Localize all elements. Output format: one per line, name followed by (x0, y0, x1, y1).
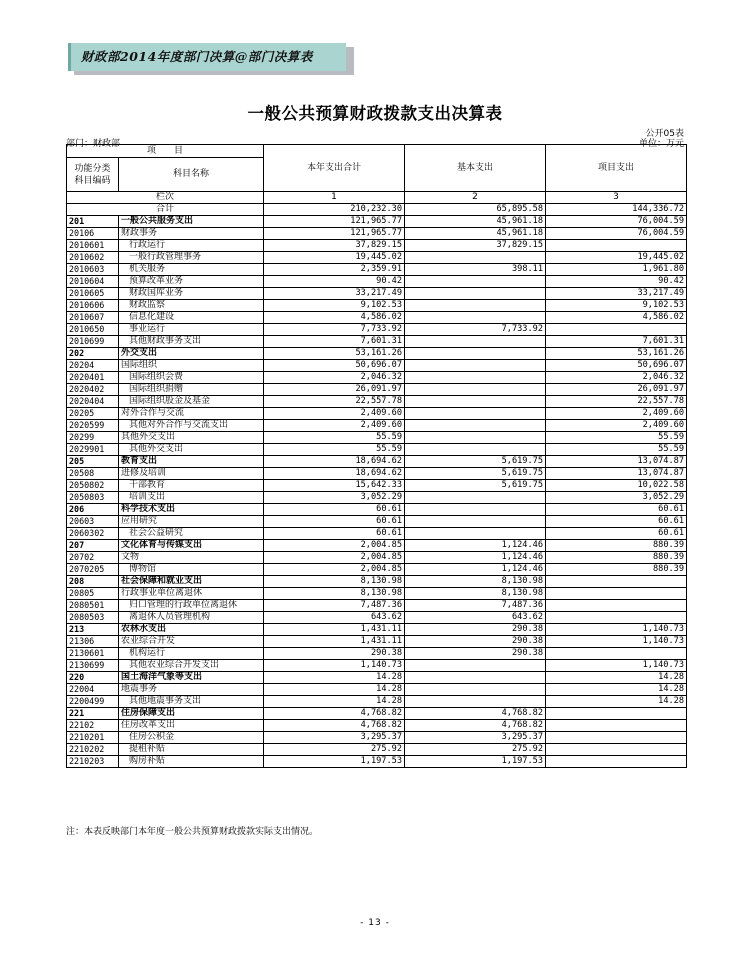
row-basic-expenditure: 1,124.46 (405, 540, 546, 552)
row-subject-name: 外交支出 (119, 348, 264, 360)
row-code: 2050802 (67, 480, 119, 492)
row-subject-name: 国际组织会费 (119, 372, 264, 384)
row-total-expenditure: 9,102.53 (264, 300, 405, 312)
row-project-expenditure: 33,217.49 (546, 288, 687, 300)
row-subject-name: 其他外交支出 (119, 432, 264, 444)
table-row (67, 360, 687, 372)
row-project-expenditure: 50,696.07 (546, 360, 687, 372)
row-subject-name: 教育支出 (119, 456, 264, 468)
row-code: 2210201 (67, 732, 119, 744)
row-code: 221 (67, 708, 119, 720)
header-project: 项 目 (67, 145, 264, 158)
row-basic-expenditure (405, 660, 546, 672)
row-code: 2029901 (67, 444, 119, 456)
row-basic-expenditure: 5,619.75 (405, 456, 546, 468)
row-subject-name: 科学技术支出 (119, 504, 264, 516)
row-total-expenditure: 8,130.98 (264, 576, 405, 588)
page-number: - 13 - (360, 918, 390, 928)
row-basic-expenditure (405, 672, 546, 684)
row-code: 2070205 (67, 564, 119, 576)
row-total-expenditure: 55.59 (264, 444, 405, 456)
row-total-expenditure: 2,409.60 (264, 408, 405, 420)
row-subject-name: 进修及培训 (119, 468, 264, 480)
row-basic-expenditure (405, 492, 546, 504)
row-basic-expenditure (405, 348, 546, 360)
row-project-expenditure: 10,022.58 (546, 480, 687, 492)
row-project-expenditure: 14.28 (546, 696, 687, 708)
row-code: 2130601 (67, 648, 119, 660)
row-basic-expenditure (405, 312, 546, 324)
table-row (67, 744, 687, 756)
row-code: 2130699 (67, 660, 119, 672)
table-row (67, 564, 687, 576)
row-total-expenditure: 14.28 (264, 696, 405, 708)
row-subject-name: 住房保障支出 (119, 708, 264, 720)
row-basic-expenditure: 7,487.36 (405, 600, 546, 612)
row-subject-name: 博物馆 (119, 564, 264, 576)
row-subject-name: 财政国库业务 (119, 288, 264, 300)
row-subject-name: 一般行政管理事务 (119, 252, 264, 264)
row-code: 2080501 (67, 600, 119, 612)
row-subject-name: 社会公益研究 (119, 528, 264, 540)
table-row (67, 264, 687, 276)
row-subject-name: 归口管理的行政单位离退休 (119, 600, 264, 612)
table-row (67, 648, 687, 660)
row-basic-expenditure (405, 252, 546, 264)
table-row (67, 288, 687, 300)
row-basic-expenditure: 643.62 (405, 612, 546, 624)
row-basic-expenditure (405, 432, 546, 444)
row-subject-name: 地震事务 (119, 684, 264, 696)
row-project-expenditure: 60.61 (546, 504, 687, 516)
row-code: 20805 (67, 588, 119, 600)
row-total-expenditure: 275.92 (264, 744, 405, 756)
row-subject-name: 对外合作与交流 (119, 408, 264, 420)
row-code: 2010650 (67, 324, 119, 336)
unit-label: 单位：万元 (638, 139, 684, 149)
row-project-expenditure: 60.61 (546, 516, 687, 528)
row-basic-expenditure: 290.38 (405, 636, 546, 648)
row-total-expenditure: 2,046.32 (264, 372, 405, 384)
row-total-expenditure: 1,140.73 (264, 660, 405, 672)
table-row (67, 372, 687, 384)
row-project-expenditure (546, 240, 687, 252)
row-basic-expenditure: 8,130.98 (405, 576, 546, 588)
row-code: 2080503 (67, 612, 119, 624)
row-code: 2010607 (67, 312, 119, 324)
row-total-expenditure: 2,004.85 (264, 540, 405, 552)
table-row (67, 660, 687, 672)
row-code: 208 (67, 576, 119, 588)
table-row (67, 468, 687, 480)
row-basic-expenditure: 4,768.82 (405, 720, 546, 732)
row-subject-name: 机构运行 (119, 648, 264, 660)
table-row (67, 756, 687, 768)
table-row (67, 636, 687, 648)
table-row (67, 324, 687, 336)
row-subject-name: 培训支出 (119, 492, 264, 504)
table-row (67, 420, 687, 432)
row-total-expenditure: 60.61 (264, 516, 405, 528)
row-basic-expenditure (405, 372, 546, 384)
row-total-expenditure: 37,829.15 (264, 240, 405, 252)
row-code: 2060302 (67, 528, 119, 540)
row-project-expenditure: 53,161.26 (546, 348, 687, 360)
row-project-expenditure: 26,091.97 (546, 384, 687, 396)
row-total-expenditure: 8,130.98 (264, 588, 405, 600)
row-subject-name: 国土海洋气象等支出 (119, 672, 264, 684)
row-total-expenditure: 4,586.02 (264, 312, 405, 324)
row-subject-name: 其他地震事务支出 (119, 696, 264, 708)
row-code: 2010603 (67, 264, 119, 276)
row-project-expenditure (546, 756, 687, 768)
row-basic-expenditure: 275.92 (405, 744, 546, 756)
row-total-expenditure: 2,359.91 (264, 264, 405, 276)
row-project-expenditure (546, 744, 687, 756)
table-row (67, 624, 687, 636)
row-basic-expenditure (405, 288, 546, 300)
table-row (67, 552, 687, 564)
table-row (67, 252, 687, 264)
row-code: 20106 (67, 228, 119, 240)
row-basic-expenditure (405, 516, 546, 528)
total-value-3: 144,336.72 (546, 204, 687, 216)
row-basic-expenditure (405, 408, 546, 420)
row-total-expenditure: 3,295.37 (264, 732, 405, 744)
row-code: 20205 (67, 408, 119, 420)
row-total-expenditure: 643.62 (264, 612, 405, 624)
row-project-expenditure: 9,102.53 (546, 300, 687, 312)
table-row (67, 732, 687, 744)
row-basic-expenditure (405, 684, 546, 696)
row-basic-expenditure (405, 528, 546, 540)
row-total-expenditure: 121,965.77 (264, 228, 405, 240)
row-total-expenditure: 15,642.33 (264, 480, 405, 492)
row-basic-expenditure: 1,124.46 (405, 552, 546, 564)
row-code: 2020599 (67, 420, 119, 432)
row-project-expenditure: 880.39 (546, 552, 687, 564)
row-subject-name: 离退休人员管理机构 (119, 612, 264, 624)
row-subject-name: 其他外交支出 (119, 444, 264, 456)
row-subject-name: 国际组织 (119, 360, 264, 372)
row-code: 20204 (67, 360, 119, 372)
row-basic-expenditure: 7,733.92 (405, 324, 546, 336)
row-subject-name: 提租补贴 (119, 744, 264, 756)
row-project-expenditure: 2,409.60 (546, 420, 687, 432)
row-basic-expenditure: 290.38 (405, 648, 546, 660)
row-project-expenditure: 2,409.60 (546, 408, 687, 420)
table-row (67, 588, 687, 600)
row-basic-expenditure (405, 444, 546, 456)
row-total-expenditure: 1,431.11 (264, 624, 405, 636)
expenditure-table (66, 144, 687, 768)
document-banner: 财政部2014年度部门决算@部门决算表 (68, 43, 346, 71)
row-project-expenditure: 14.28 (546, 684, 687, 696)
form-number: 公开05表 (645, 129, 684, 139)
row-subject-name: 财政事务 (119, 228, 264, 240)
header-project-expenditure: 项目支出 (546, 145, 687, 192)
row-project-expenditure (546, 720, 687, 732)
row-subject-name: 文化体育与传媒支出 (119, 540, 264, 552)
row-subject-name: 住房改革支出 (119, 720, 264, 732)
row-code: 205 (67, 456, 119, 468)
row-basic-expenditure: 290.38 (405, 624, 546, 636)
row-total-expenditure: 33,217.49 (264, 288, 405, 300)
row-subject-name: 一般公共服务支出 (119, 216, 264, 228)
row-code: 202 (67, 348, 119, 360)
row-project-expenditure: 60.61 (546, 528, 687, 540)
table-row (67, 336, 687, 348)
row-code: 2020401 (67, 372, 119, 384)
row-total-expenditure: 55.59 (264, 432, 405, 444)
row-total-expenditure: 18,694.62 (264, 468, 405, 480)
row-project-expenditure: 1,140.73 (546, 624, 687, 636)
row-code: 20702 (67, 552, 119, 564)
row-basic-expenditure (405, 504, 546, 516)
row-project-expenditure: 55.59 (546, 444, 687, 456)
row-basic-expenditure (405, 336, 546, 348)
row-subject-name: 国际组织股金及基金 (119, 396, 264, 408)
row-code: 20508 (67, 468, 119, 480)
row-code: 22004 (67, 684, 119, 696)
table-row (67, 600, 687, 612)
row-code: 21306 (67, 636, 119, 648)
row-project-expenditure: 13,074.87 (546, 456, 687, 468)
table-row (67, 576, 687, 588)
row-total-expenditure: 60.61 (264, 528, 405, 540)
row-project-expenditure: 1,961.80 (546, 264, 687, 276)
row-code: 2010606 (67, 300, 119, 312)
row-project-expenditure: 2,046.32 (546, 372, 687, 384)
row-subject-name: 事业运行 (119, 324, 264, 336)
row-total-expenditure: 2,409.60 (264, 420, 405, 432)
row-code: 213 (67, 624, 119, 636)
row-project-expenditure (546, 324, 687, 336)
row-subject-name: 信息化建设 (119, 312, 264, 324)
row-project-expenditure: 3,052.29 (546, 492, 687, 504)
row-project-expenditure: 22,557.78 (546, 396, 687, 408)
row-subject-name: 预算改革业务 (119, 276, 264, 288)
row-code: 2010604 (67, 276, 119, 288)
row-project-expenditure (546, 648, 687, 660)
row-project-expenditure (546, 708, 687, 720)
row-subject-name: 机关服务 (119, 264, 264, 276)
row-basic-expenditure: 5,619.75 (405, 468, 546, 480)
row-subject-name: 行政运行 (119, 240, 264, 252)
row-total-expenditure: 121,965.77 (264, 216, 405, 228)
row-subject-name: 其他财政事务支出 (119, 336, 264, 348)
table-row (67, 444, 687, 456)
total-value-2: 65,895.58 (405, 204, 546, 216)
table-body (67, 216, 687, 768)
table-row (67, 504, 687, 516)
row-total-expenditure: 7,601.31 (264, 336, 405, 348)
row-total-expenditure: 14.28 (264, 684, 405, 696)
row-code: 2210203 (67, 756, 119, 768)
table-row (67, 516, 687, 528)
table-row (67, 396, 687, 408)
header-row-label: 栏次 (67, 192, 264, 204)
table-row (67, 312, 687, 324)
table-row (67, 456, 687, 468)
total-value-1: 210,232.30 (264, 204, 405, 216)
row-basic-expenditure: 1,197.53 (405, 756, 546, 768)
row-subject-name: 农林水支出 (119, 624, 264, 636)
table-row (67, 348, 687, 360)
row-basic-expenditure (405, 384, 546, 396)
row-total-expenditure: 2,004.85 (264, 564, 405, 576)
department-label: 部门：财政部 (66, 139, 121, 149)
table-row (67, 672, 687, 684)
table-row (67, 720, 687, 732)
row-basic-expenditure (405, 360, 546, 372)
row-code: 207 (67, 540, 119, 552)
row-subject-name: 文物 (119, 552, 264, 564)
header-basic-expenditure: 基本支出 (405, 145, 546, 192)
row-basic-expenditure: 3,295.37 (405, 732, 546, 744)
header-col-number-3: 3 (546, 192, 687, 204)
row-basic-expenditure: 5,619.75 (405, 480, 546, 492)
table-title: 一般公共预算财政拨款支出决算表 (247, 104, 503, 123)
row-total-expenditure: 7,733.92 (264, 324, 405, 336)
row-basic-expenditure (405, 696, 546, 708)
row-code: 206 (67, 504, 119, 516)
row-code: 2210202 (67, 744, 119, 756)
table-row (67, 492, 687, 504)
row-total-expenditure: 7,487.36 (264, 600, 405, 612)
header-col-number-2: 2 (405, 192, 546, 204)
row-code: 2050803 (67, 492, 119, 504)
row-basic-expenditure: 45,961.18 (405, 228, 546, 240)
row-basic-expenditure: 4,768.82 (405, 708, 546, 720)
row-project-expenditure (546, 600, 687, 612)
row-subject-name: 农业综合开发 (119, 636, 264, 648)
row-basic-expenditure: 1,124.46 (405, 564, 546, 576)
row-basic-expenditure (405, 420, 546, 432)
row-project-expenditure (546, 588, 687, 600)
table-row (67, 240, 687, 252)
table-row (67, 408, 687, 420)
row-project-expenditure: 880.39 (546, 564, 687, 576)
row-total-expenditure: 4,768.82 (264, 708, 405, 720)
row-subject-name: 国际组织捐赠 (119, 384, 264, 396)
row-project-expenditure: 7,601.31 (546, 336, 687, 348)
row-project-expenditure: 13,074.87 (546, 468, 687, 480)
table-row (67, 228, 687, 240)
row-total-expenditure: 14.28 (264, 672, 405, 684)
row-total-expenditure: 1,431.11 (264, 636, 405, 648)
row-total-expenditure: 290.38 (264, 648, 405, 660)
row-project-expenditure: 880.39 (546, 540, 687, 552)
row-project-expenditure: 19,445.02 (546, 252, 687, 264)
row-basic-expenditure: 398.11 (405, 264, 546, 276)
row-project-expenditure: 4,586.02 (546, 312, 687, 324)
row-total-expenditure: 90.42 (264, 276, 405, 288)
row-total-expenditure: 3,052.29 (264, 492, 405, 504)
row-basic-expenditure (405, 276, 546, 288)
row-code: 2020402 (67, 384, 119, 396)
row-basic-expenditure: 8,130.98 (405, 588, 546, 600)
row-subject-name: 其他对外合作与交流支出 (119, 420, 264, 432)
header-col-number-1: 1 (264, 192, 405, 204)
row-code: 2010699 (67, 336, 119, 348)
row-basic-expenditure: 45,961.18 (405, 216, 546, 228)
table-row (67, 708, 687, 720)
table-row (67, 684, 687, 696)
table-row (67, 612, 687, 624)
row-basic-expenditure: 37,829.15 (405, 240, 546, 252)
row-subject-name: 住房公积金 (119, 732, 264, 744)
row-subject-name: 购房补贴 (119, 756, 264, 768)
row-project-expenditure: 14.28 (546, 672, 687, 684)
table-row (67, 276, 687, 288)
total-label: 合计 (67, 204, 264, 216)
row-subject-name: 财政监察 (119, 300, 264, 312)
header-total-expenditure: 本年支出合计 (264, 145, 405, 192)
row-total-expenditure: 4,768.82 (264, 720, 405, 732)
header-function-code: 功能分类 科目编码 (67, 158, 119, 192)
header-subject-name: 科目名称 (119, 158, 264, 192)
table-row (67, 300, 687, 312)
table-row (67, 432, 687, 444)
row-code: 220 (67, 672, 119, 684)
row-code: 20603 (67, 516, 119, 528)
row-project-expenditure: 55.59 (546, 432, 687, 444)
row-total-expenditure: 18,694.62 (264, 456, 405, 468)
row-code: 22102 (67, 720, 119, 732)
footnote: 注：本表反映部门本年度一般公共预算财政拨款实际支出情况。 (66, 827, 319, 837)
row-project-expenditure (546, 576, 687, 588)
row-subject-name: 社会保障和就业支出 (119, 576, 264, 588)
table-row (67, 696, 687, 708)
table-row (67, 540, 687, 552)
table-row (67, 216, 687, 228)
row-total-expenditure: 60.61 (264, 504, 405, 516)
row-code: 2010605 (67, 288, 119, 300)
row-subject-name: 行政事业单位离退休 (119, 588, 264, 600)
row-basic-expenditure (405, 396, 546, 408)
row-code: 2020404 (67, 396, 119, 408)
row-project-expenditure: 1,140.73 (546, 636, 687, 648)
row-total-expenditure: 53,161.26 (264, 348, 405, 360)
row-total-expenditure: 2,004.85 (264, 552, 405, 564)
row-code: 2010602 (67, 252, 119, 264)
row-code: 2010601 (67, 240, 119, 252)
row-total-expenditure: 22,557.78 (264, 396, 405, 408)
row-code: 20299 (67, 432, 119, 444)
row-project-expenditure: 76,004.59 (546, 216, 687, 228)
row-code: 2200499 (67, 696, 119, 708)
row-total-expenditure: 26,091.97 (264, 384, 405, 396)
row-total-expenditure: 1,197.53 (264, 756, 405, 768)
row-total-expenditure: 50,696.07 (264, 360, 405, 372)
row-project-expenditure (546, 732, 687, 744)
row-code: 201 (67, 216, 119, 228)
row-subject-name: 其他农业综合开发支出 (119, 660, 264, 672)
table-row (67, 480, 687, 492)
row-subject-name: 干部教育 (119, 480, 264, 492)
row-project-expenditure: 76,004.59 (546, 228, 687, 240)
row-project-expenditure: 90.42 (546, 276, 687, 288)
table-row (67, 528, 687, 540)
row-subject-name: 应用研究 (119, 516, 264, 528)
row-total-expenditure: 19,445.02 (264, 252, 405, 264)
row-basic-expenditure (405, 300, 546, 312)
row-project-expenditure (546, 612, 687, 624)
table-row (67, 384, 687, 396)
row-project-expenditure: 1,140.73 (546, 660, 687, 672)
